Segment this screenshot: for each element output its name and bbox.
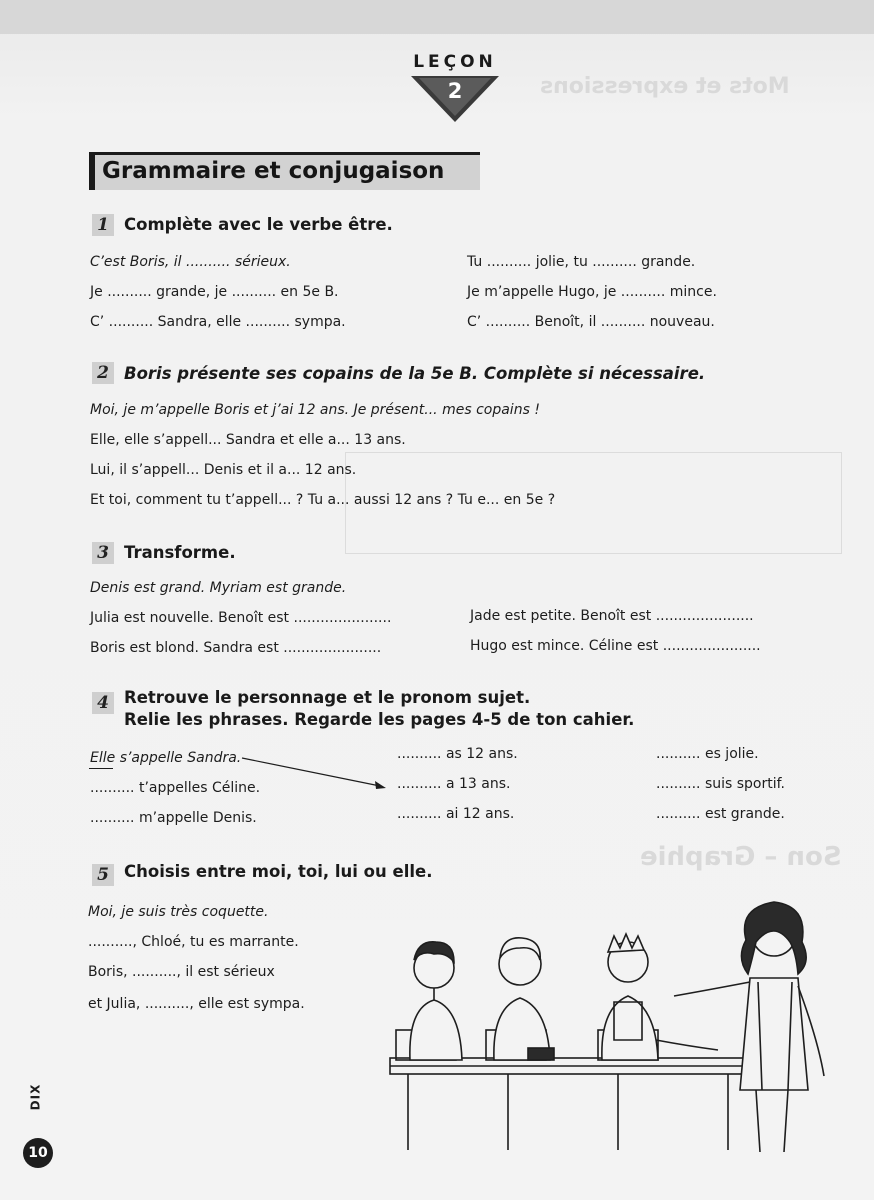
- ghost-son-title: Son – Graphie: [640, 842, 842, 872]
- exercise-number: 5: [92, 864, 114, 886]
- scan-edge: [0, 0, 874, 34]
- exercise-title-line2: Relie les phrases. Regarde les pages 4-5 de ton cahier.: [124, 710, 635, 729]
- match-middle-item: .......... a 13 ans.: [397, 776, 511, 792]
- page-word-label: DIX: [28, 1083, 43, 1111]
- exercise-line: Moi, je m’appelle Boris et j’ai 12 ans. Je présent... mes copains !: [90, 402, 540, 418]
- exercise-line: C’ .......... Benoît, il .......... nouveau.: [467, 314, 715, 330]
- exercise-title-line1: Retrouve le personnage et le pronom sujet.: [124, 688, 531, 707]
- exercise-number: 4: [92, 692, 114, 714]
- exercise-line: Et toi, comment tu t’appell... ? Tu a... aussi 12 ans ? Tu e... en 5e ?: [90, 492, 556, 508]
- classroom-illustration: [388, 890, 848, 1160]
- ghost-title: Mots et expressions: [540, 74, 790, 99]
- exercise-line: .........., Chloé, tu es marrante.: [88, 934, 299, 950]
- lesson-badge: [409, 74, 501, 124]
- exercise-line: Julia est nouvelle. Benoît est ......................: [90, 610, 392, 626]
- exercise-line: Hugo est mince. Céline est ......................: [470, 638, 761, 654]
- match-left-item: .......... m’appelle Denis.: [90, 810, 257, 826]
- exercise-number: 3: [92, 542, 114, 564]
- exercise-title: Complète avec le verbe être.: [124, 215, 393, 234]
- exercise-line: Moi, je suis très coquette.: [88, 904, 269, 920]
- exercise-line: Jade est petite. Benoît est ......................: [470, 608, 754, 624]
- match-right-item: .......... est grande.: [656, 806, 785, 822]
- exercise-line: Tu .......... jolie, tu .......... grande.: [467, 254, 696, 270]
- exercise-line: Lui, il s’appell... Denis et il a... 12 ans.: [90, 462, 357, 478]
- lesson-number: 2: [447, 79, 463, 103]
- section-title: Grammaire et conjugaison: [92, 152, 480, 190]
- match-middle-item: .......... as 12 ans.: [397, 746, 518, 762]
- exercise-line: Je m’appelle Hugo, je .......... mince.: [467, 284, 717, 300]
- match-arrow: [240, 755, 390, 791]
- exercise-line: C’est Boris, il .......... sérieux.: [90, 254, 291, 270]
- exercise-example: Denis est grand. Myriam est grande.: [90, 580, 347, 596]
- lesson-label: LEÇON: [413, 52, 497, 72]
- underline-mark: [89, 768, 113, 769]
- exercise-line: Boris est blond. Sandra est ......................: [90, 640, 382, 656]
- exercise-title: Transforme.: [124, 543, 236, 562]
- match-right-item: .......... es jolie.: [656, 746, 759, 762]
- match-left-item: Elle s’appelle Sandra.: [90, 750, 242, 766]
- match-middle-item: .......... ai 12 ans.: [397, 806, 515, 822]
- exercise-line: Je .......... grande, je .......... en 5e B.: [90, 284, 339, 300]
- match-right-item: .......... suis sportif.: [656, 776, 785, 792]
- lesson-header: [380, 52, 530, 124]
- page-number: 10: [23, 1138, 53, 1168]
- exercise-title: Boris présente ses copains de la 5e B. Complète si nécessaire.: [124, 364, 706, 383]
- exercise-line: Boris, .........., il est sérieux: [88, 964, 275, 980]
- exercise-number: 1: [92, 214, 114, 236]
- match-left-item: .......... t’appelles Céline.: [90, 780, 261, 796]
- exercise-line: C’ .......... Sandra, elle .......... sympa.: [90, 314, 346, 330]
- exercise-line: Elle, elle s’appell... Sandra et elle a... 13 ans.: [90, 432, 406, 448]
- exercise-line: et Julia, .........., elle est sympa.: [88, 996, 305, 1012]
- exercise-title: Choisis entre moi, toi, lui ou elle.: [124, 862, 433, 881]
- exercise-number: 2: [92, 362, 114, 384]
